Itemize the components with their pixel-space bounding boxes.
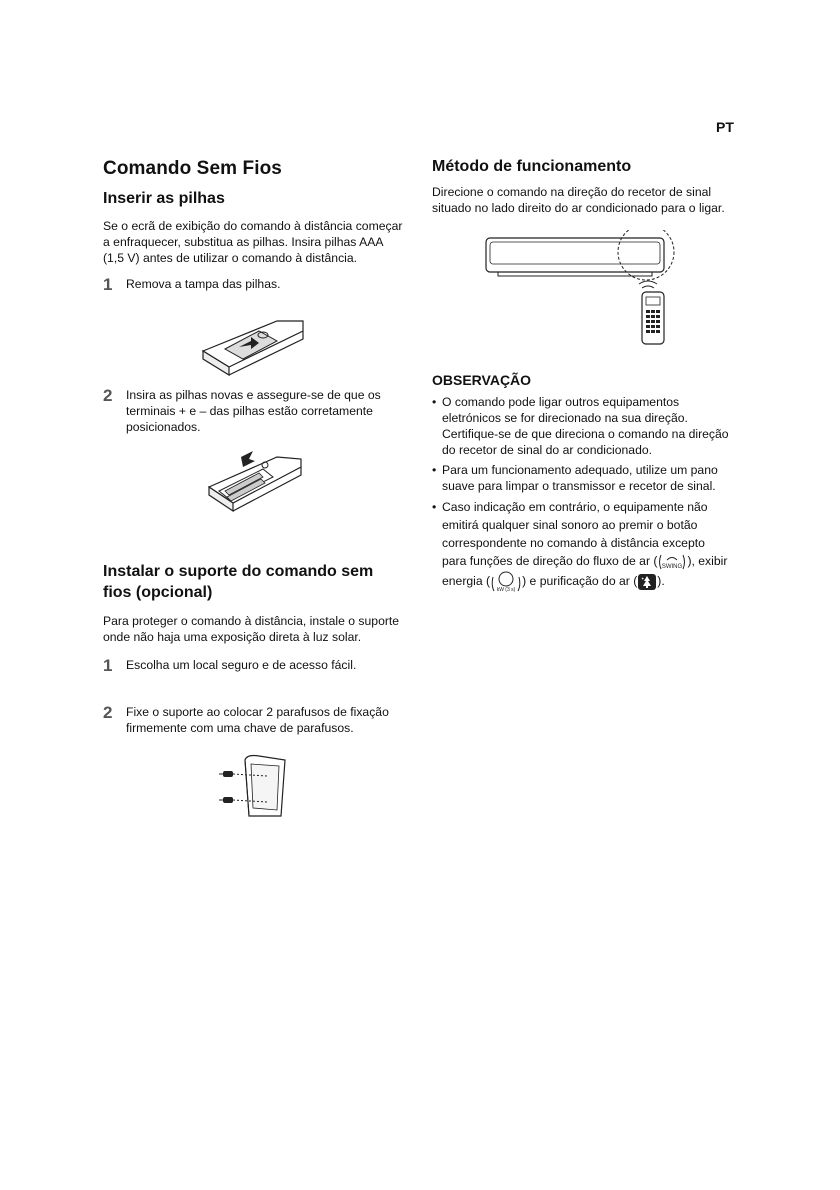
holder-intro: Para proteger o comando à distância, instale o suporte onde não haja uma exposição direta à luz solar.	[103, 614, 400, 644]
left-column	[103, 158, 403, 820]
note-heading: OBSERVAÇÃO	[432, 372, 532, 388]
energy-label: kW (3 s)	[496, 586, 516, 593]
batteries-step-2	[103, 387, 403, 435]
list-item: • O comando pode ligar outros equipamentos eletrónicos se for direcionado na sua direção. Certifique-se de que direciona o comando na direção do recetor de sinal do ar condicionado.	[432, 395, 729, 457]
air-conditioner-illustration	[484, 230, 684, 354]
list-item: • Para um funcionamento adequado, utilize um pano suave para limpar o transmissor e recetor de sinal.	[432, 463, 718, 493]
right-column	[432, 158, 732, 597]
step-number: 2	[103, 386, 113, 405]
list-item: • Caso indicação em contrário, o equipamente não emitirá qualquer sinal sonoro ao premir o botão correspondente no comando à distância excepto para funções de direção do fluxo de ar ( SWING ), exibir energia ( kW (3 s) ) e purificação do ar ( ✦ ).	[432, 500, 728, 593]
swing-button-icon	[657, 553, 687, 571]
energy-display-icon	[490, 571, 522, 593]
step-number: 2	[103, 703, 113, 722]
batteries-heading: Inserir as pilhas	[103, 190, 225, 207]
step-number: 1	[103, 656, 113, 675]
note-list	[432, 394, 732, 593]
air-purification-icon	[637, 573, 657, 591]
page-title: Comando Sem Fios	[103, 158, 282, 179]
step-text: Insira as pilhas novas e assegure-se de que os terminais + e – das pilhas estão corretamente posicionados.	[126, 388, 381, 434]
holder-step-2	[103, 704, 403, 736]
batteries-intro: Se o ecrã de exibição do comando à distância começar a enfraquecer, substitua as pilhas. Insira pilhas AAA (1,5 V) antes de utilizar o comando à distância.	[103, 219, 403, 265]
holder-heading: Instalar o suporte do comando sem fios (opcional)	[103, 563, 374, 601]
language-tag: PT	[716, 119, 734, 135]
step-text: Fixe o suporte ao colocar 2 parafusos de fixação firmemente com uma chave de parafusos.	[126, 705, 389, 735]
svg-text:✦: ✦	[641, 575, 645, 581]
remove-cover-illustration	[199, 317, 309, 379]
swing-label: SWING	[662, 563, 683, 570]
holder-step-1	[103, 657, 403, 674]
method-text: Direcione o comando na direção do recetor de sinal situado no lado direito do ar condicionado para o ligar.	[432, 185, 725, 215]
step-number: 1	[103, 275, 113, 294]
step-text: Remova a tampa das pilhas.	[126, 277, 281, 291]
step-text: Escolha um local seguro e de acesso fácil.	[126, 658, 357, 672]
batteries-step-1	[103, 276, 403, 293]
insert-batteries-illustration	[207, 451, 303, 521]
holder-illustration	[219, 754, 295, 820]
method-heading: Método de funcionamento	[432, 158, 632, 175]
